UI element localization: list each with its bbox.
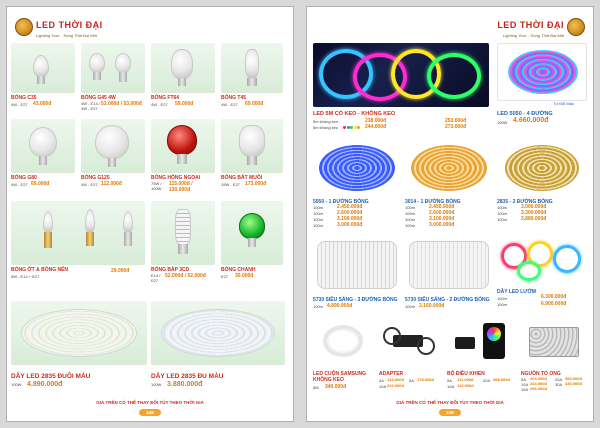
- product-spec: 5A: [521, 377, 526, 382]
- product-price: 173.000đ: [245, 181, 267, 187]
- product-spec: 20A: [555, 377, 563, 382]
- product-spec: 10A: [521, 382, 529, 387]
- product-spec: 10A: [379, 384, 387, 389]
- product-image: [151, 43, 215, 93]
- product-spec: 100m: [405, 217, 416, 222]
- product-t45: [221, 43, 287, 115]
- product-price: 4.890.000đ: [27, 381, 63, 388]
- product-2835-2-line: [497, 141, 589, 239]
- product-spec: 100m: [313, 211, 324, 216]
- product-price: 266.000đ: [530, 386, 547, 391]
- product-image: [521, 317, 587, 367]
- product-spec: 30A: [555, 382, 563, 387]
- product-spec: 100m: [497, 302, 508, 307]
- product-price: 29.000đ: [111, 268, 130, 274]
- product-price: 178.000đ: [417, 377, 434, 382]
- product-price: 2.450.000đ: [429, 204, 455, 210]
- product-spec: 5m không keo: [313, 125, 339, 130]
- product-image: [221, 201, 283, 265]
- product-spec: 100m: [405, 205, 416, 210]
- product-image: [497, 43, 587, 101]
- product-spec: E14 / E27: [151, 273, 161, 283]
- brand-tagline: Lighting Your - Trọng Thời Đại Mới: [503, 33, 564, 38]
- product-led-net: [497, 237, 589, 313]
- product-image: [447, 317, 515, 367]
- product-price: 111.000đ: [457, 377, 474, 382]
- product-price: 273.000đ: [445, 124, 467, 130]
- product-price: 268.000đ: [493, 377, 510, 382]
- brand-name: LED THỜI ĐẠI: [36, 20, 103, 30]
- product-spec: 100W: [11, 382, 22, 387]
- product-price: 6.300.000đ: [541, 294, 567, 300]
- product-price: 3.000.000đ: [521, 204, 547, 210]
- product-image: [379, 317, 441, 367]
- product-price: 2.600.000đ: [337, 210, 363, 216]
- product-power-supply: [521, 317, 591, 399]
- product-price: 366.000đ: [565, 376, 582, 381]
- product-name: 5050 - 1 ĐƯỜNG BÓNG: [313, 199, 369, 205]
- product-price: 69.000đ: [245, 101, 264, 107]
- product-name: BÓNG G125: [81, 175, 110, 181]
- product-spec: 4W - E27: [151, 102, 168, 107]
- product-name: BÓNG G80: [11, 175, 37, 181]
- product-price: 340.000đ: [325, 384, 347, 390]
- product-c35: [11, 43, 79, 115]
- product-name: ADAPTER: [379, 371, 404, 377]
- product-spec: 100m: [497, 217, 508, 222]
- product-spec: 4W - E27: [11, 182, 28, 187]
- product-image: [11, 201, 145, 265]
- product-price: 238.000đ: [365, 118, 387, 124]
- product-price: 4.890.000đ: [327, 303, 353, 309]
- product-spec: 100m: [405, 304, 416, 309]
- product-image: [81, 43, 145, 93]
- product-name: BÓNG C35: [11, 95, 37, 101]
- product-spec: 5W - E14 + E27: [11, 274, 40, 279]
- product-price: 2.450.000đ: [337, 204, 363, 210]
- brand-logo: [497, 15, 585, 38]
- product-price: 113.000đ: [457, 383, 474, 388]
- product-mosquito: [221, 119, 287, 195]
- product-name: BÓNG FT64: [151, 95, 180, 101]
- product-image: [313, 237, 401, 293]
- product-adapter: [379, 317, 445, 399]
- product-name: 5730 SIÊU SÁNG - 3 ĐƯỜNG BÓNG: [313, 297, 398, 303]
- product-5730-3-line: [313, 237, 403, 313]
- product-price: 3.000.000đ: [337, 222, 363, 228]
- product-corn: [151, 201, 219, 287]
- product-price: 3.880.000đ: [521, 216, 547, 222]
- product-spec: 15W - E27: [221, 182, 240, 187]
- product-price: 52.000đ / 52.000đ: [165, 273, 206, 279]
- brand-logo: [15, 15, 103, 38]
- product-name: LED 5M CÓ KEO - KHÔNG KEO: [313, 111, 396, 117]
- product-spec: 100m: [313, 217, 324, 222]
- product-image: [405, 141, 493, 195]
- product-image: [497, 237, 587, 285]
- product-name: BÓNG BẮT MUỖI: [221, 175, 263, 181]
- product-lemon: [221, 201, 287, 287]
- product-spec: 100m: [313, 304, 324, 309]
- price-disclaimer: GIÁ TRÊN CÓ THỂ THAY ĐỔI TÙY THEO THỜI GIÁ: [396, 400, 504, 405]
- product-image: [313, 317, 375, 367]
- product-name: 5730 SIÊU SÁNG - 2 ĐƯỜNG BÓNG: [405, 297, 490, 303]
- product-spec: 100m: [313, 205, 324, 210]
- product-name: DÂY LED 2835 ĐU MÀU: [151, 373, 224, 380]
- product-name: 3014 - 1 ĐƯỜNG BÓNG: [405, 199, 461, 205]
- product-price: 43.000đ: [33, 101, 52, 107]
- product-spec: 100m: [497, 205, 508, 210]
- product-spec: 3A: [379, 378, 384, 383]
- product-spec: 4W - E27: [81, 182, 98, 187]
- product-spec: 4W - E27: [11, 102, 28, 107]
- product-image: [11, 301, 147, 365]
- product-price: 4.660.000đ: [513, 117, 549, 124]
- product-price: 3.000.000đ: [429, 222, 455, 228]
- product-price: 3.300.000đ: [521, 210, 547, 216]
- product-name: LED 5050 - 4 ĐƯỜNG: [497, 111, 553, 117]
- product-price: 204.000đ: [530, 376, 547, 381]
- product-image: [151, 301, 285, 365]
- catalog-page-left: [6, 6, 294, 422]
- product-spec: 100m: [313, 223, 324, 228]
- product-5050-4-line: [497, 43, 589, 137]
- product-spec: 4W - E14 / 4W - E27: [81, 101, 100, 111]
- product-name: LED CUỘN SAMSUNG KHÔNG KEO: [313, 371, 367, 383]
- product-spec: 75W / 100W: [151, 181, 162, 191]
- page-number: 249: [439, 409, 461, 416]
- product-price: 253.000đ: [445, 118, 467, 124]
- product-spec: 5A: [447, 378, 452, 383]
- product-g80: [11, 119, 79, 195]
- product-name: BÓNG CHANH: [221, 267, 256, 273]
- product-candle: [11, 201, 149, 287]
- brand-emblem-icon: [567, 18, 585, 36]
- product-spec: 5A: [409, 378, 414, 383]
- product-price: 3.880.000đ: [167, 381, 203, 388]
- product-g45: [81, 43, 149, 115]
- product-spec: 4W - E27: [221, 102, 238, 107]
- product-samsung-coil: [313, 317, 379, 399]
- product-name: DÂY LED LƯỚM: [497, 289, 536, 295]
- product-name: BÓNG BẮP 3CD: [151, 267, 190, 273]
- product-strip-2835-tail: [11, 301, 149, 395]
- product-name: BÓNG T45: [221, 95, 247, 101]
- color-swatches: [343, 119, 361, 137]
- product-controller: [447, 317, 519, 399]
- catalog-page-right: [306, 6, 594, 422]
- product-price: 244.000đ: [365, 124, 387, 130]
- product-image: [405, 237, 493, 293]
- brand-name: LED THỜI ĐẠI: [497, 20, 564, 30]
- product-image: [81, 119, 145, 173]
- product-price: 30.000đ: [235, 273, 254, 279]
- product-spec: 10A: [447, 384, 455, 389]
- brand-emblem-icon: [15, 18, 33, 36]
- product-image: [151, 201, 215, 265]
- product-price: 222.000đ: [387, 383, 404, 388]
- product-spec: 100W: [151, 382, 162, 387]
- product-5730-2-line: [405, 237, 495, 313]
- product-name: BÓNG HỒNG NGOẠI: [151, 175, 201, 181]
- product-spec: 5M: [313, 385, 319, 390]
- product-image: [221, 119, 283, 173]
- product-spec: 15A: [521, 387, 529, 392]
- product-price: 6.900.000đ: [541, 301, 567, 307]
- product-strip-2835-full: [151, 301, 287, 395]
- product-spec: 100W: [497, 120, 508, 125]
- product-5050-1-line: [313, 141, 403, 239]
- product-infrared: [151, 119, 219, 195]
- product-price: 3.100.000đ: [429, 216, 455, 222]
- product-spec: 5m không keo: [313, 119, 339, 124]
- product-name: DÂY LED 2835 ĐUÔI MÀU: [11, 373, 91, 380]
- product-image: [221, 43, 283, 93]
- product-price: 3.100.000đ: [337, 216, 363, 222]
- product-ft64: [151, 43, 219, 115]
- product-spec: 100m: [405, 223, 416, 228]
- product-image: [151, 119, 215, 173]
- product-led-5m: [313, 43, 493, 137]
- product-g125: [81, 119, 149, 195]
- price-disclaimer: GIÁ TRÊN CÓ THỂ THAY ĐỔI TÙY THEO THỜI GIÁ: [96, 400, 204, 405]
- product-image: [313, 43, 489, 107]
- product-spec: 20A: [483, 378, 491, 383]
- product-note: Tự Đổi Màu: [553, 101, 575, 106]
- product-image: [11, 43, 75, 93]
- product-price: 59.000đ: [175, 101, 194, 107]
- product-name: BỘ ĐIỀU KHIỂN: [447, 371, 485, 377]
- product-name: 2835 - 2 ĐƯỜNG BÓNG: [497, 199, 553, 205]
- product-spec: 100m: [497, 211, 508, 216]
- product-spec: E27: [221, 274, 229, 279]
- brand-tagline: Lighting Your - Trọng Thời Đại Mới: [36, 33, 97, 38]
- product-price: 53.000đ / 53.000đ: [101, 101, 142, 107]
- product-price: 143.000đ: [387, 377, 404, 382]
- page-number: 248: [139, 409, 161, 416]
- product-price: 3.160.000đ: [419, 303, 445, 309]
- product-name: NGUỒN TỔ ONG: [521, 371, 561, 377]
- product-price: 440.000đ: [565, 381, 582, 386]
- product-image: [497, 141, 587, 195]
- product-price: 115.000đ / 130.000đ: [169, 181, 193, 193]
- product-spec: 100m: [497, 296, 508, 301]
- product-price: 224.000đ: [530, 381, 547, 386]
- product-3014-1-line: [405, 141, 495, 239]
- product-price: 112.000đ: [101, 181, 122, 187]
- product-image: [11, 119, 75, 173]
- product-spec: 100m: [405, 211, 416, 216]
- product-price: 2.600.000đ: [429, 210, 455, 216]
- product-image: [313, 141, 401, 195]
- product-name: BÓNG G45 4W: [81, 95, 116, 101]
- product-name: BÓNG ỚT & BÓNG NẾN: [11, 267, 69, 273]
- product-price: 69.000đ: [31, 181, 50, 187]
